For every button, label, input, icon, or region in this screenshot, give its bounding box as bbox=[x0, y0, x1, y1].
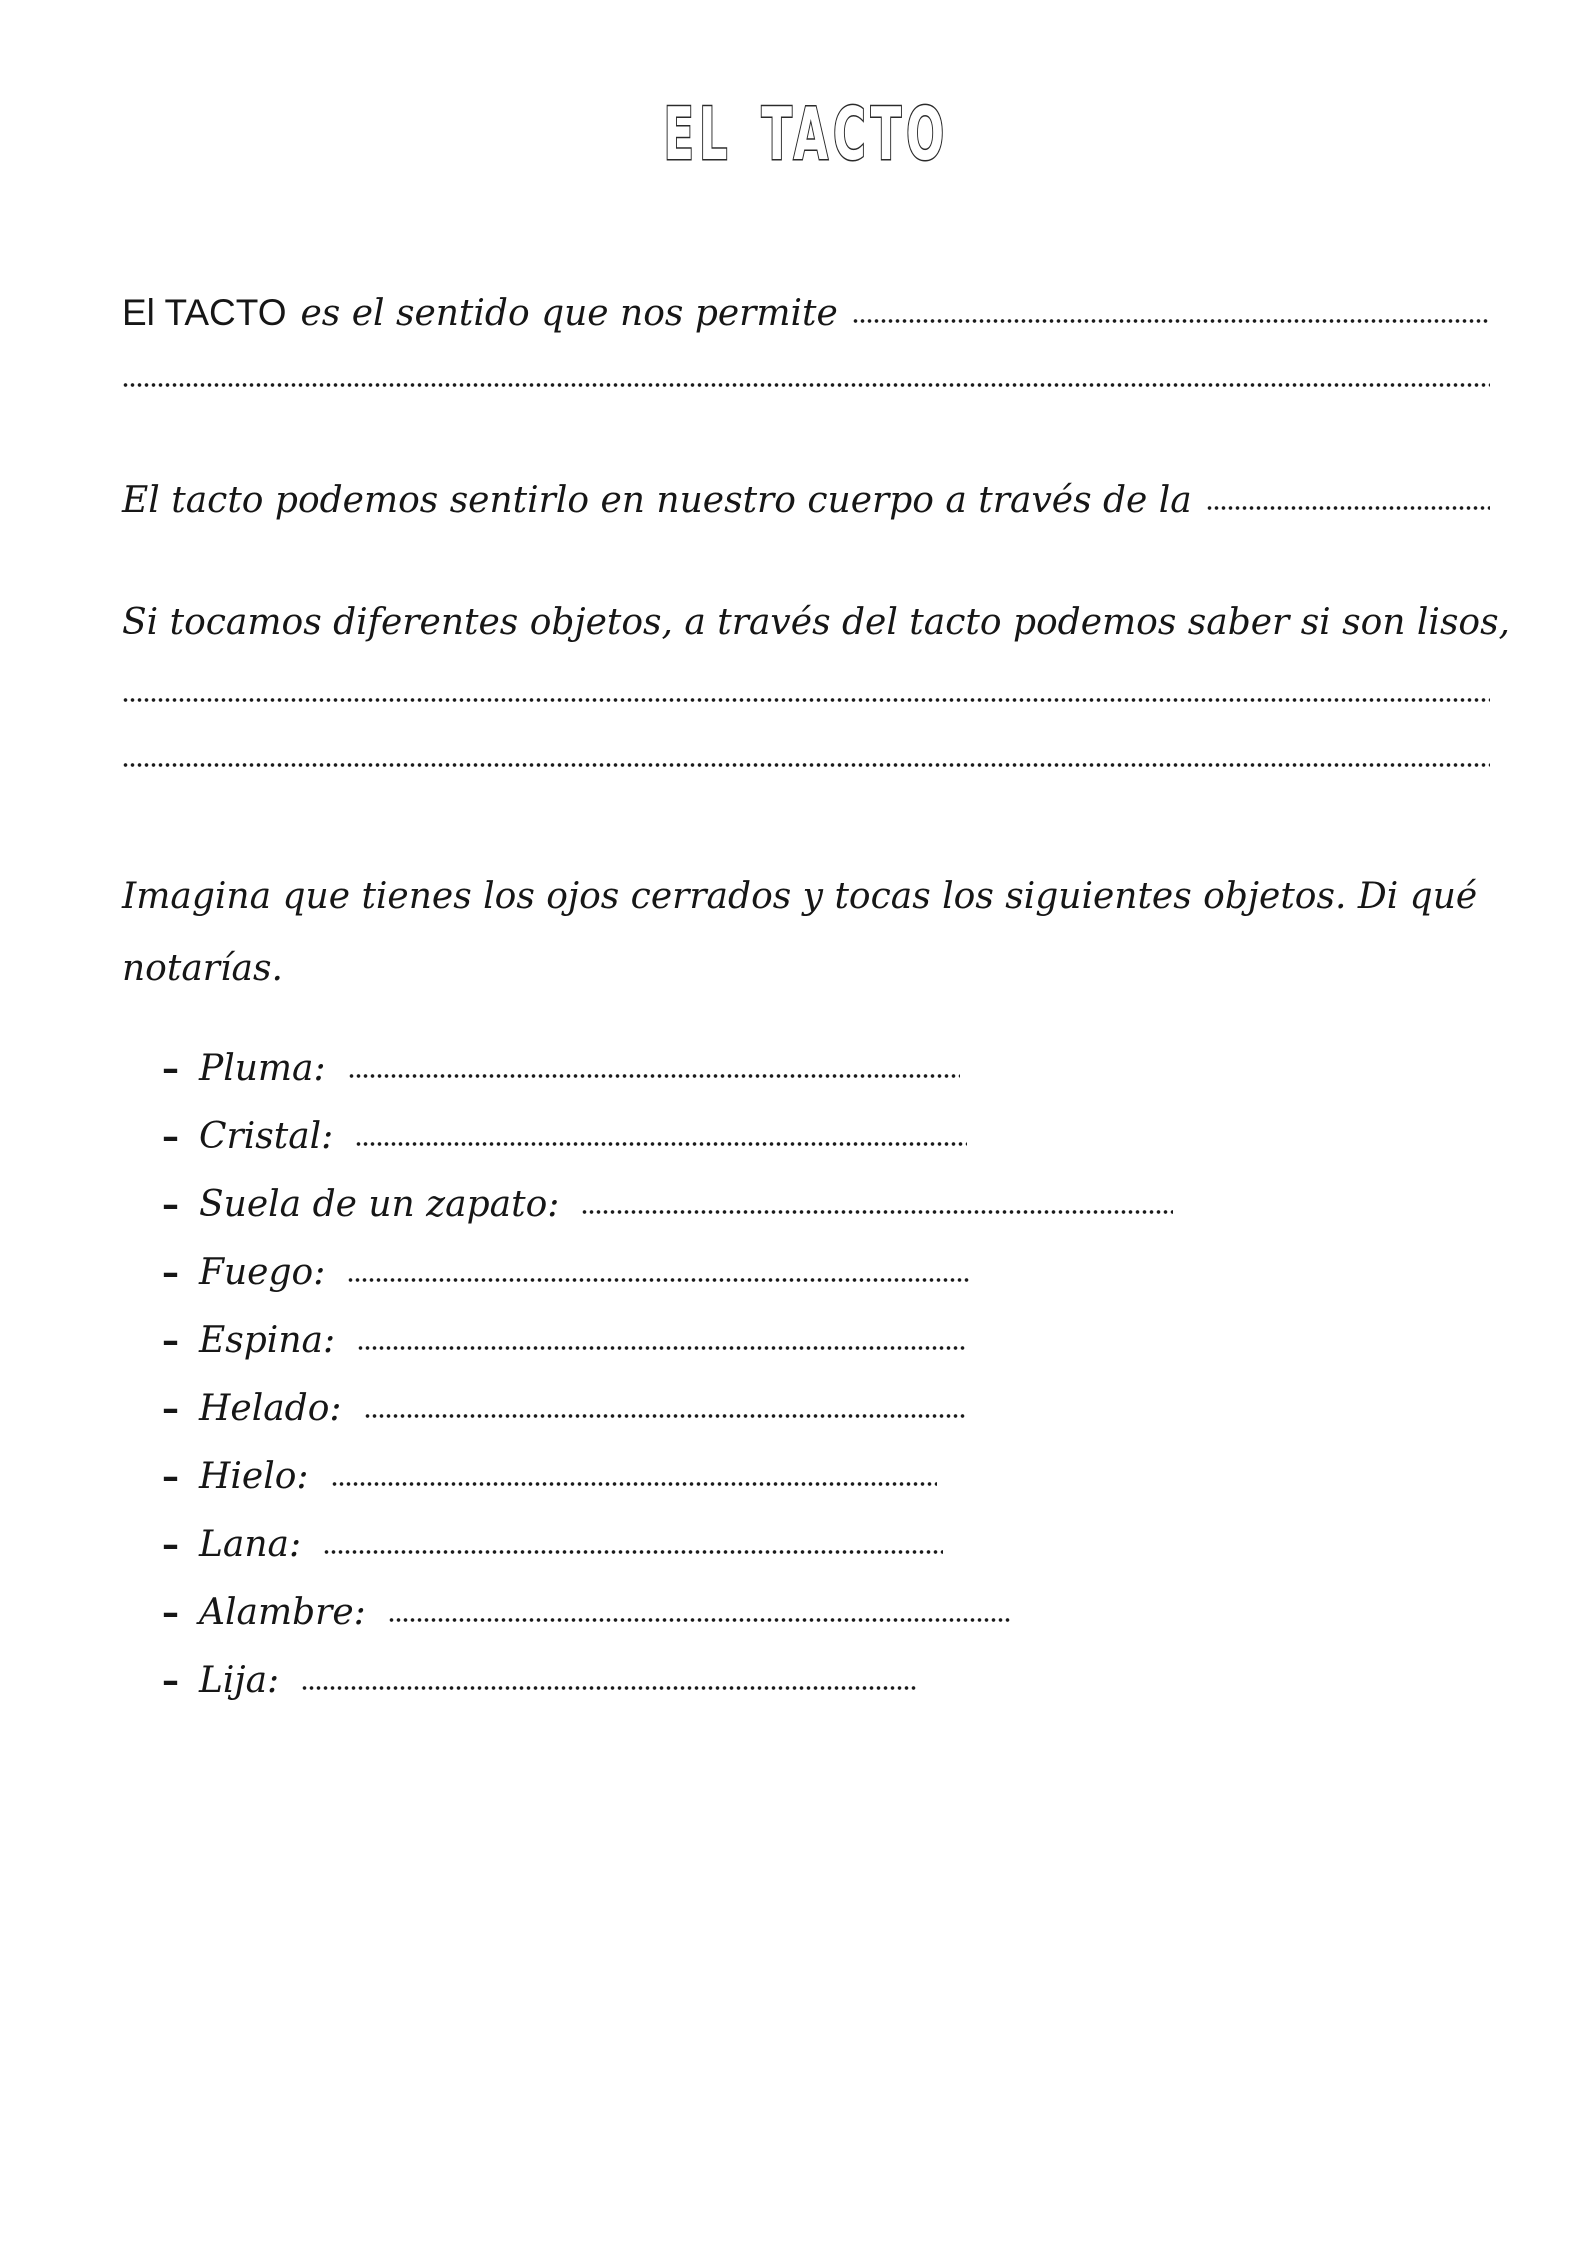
list-item-fuego bbox=[162, 1250, 1490, 1296]
item-label: Pluma: bbox=[199, 1048, 326, 1089]
paragraph-textures-text: Si tocamos diferentes objetos, a través del tacto podemos saber si son lisos, bbox=[122, 602, 1511, 643]
bullet-dash: – bbox=[162, 1593, 179, 1633]
page-title-text: EL TACTO bbox=[663, 92, 949, 176]
paragraph-definition-text: es el sentido que nos permite bbox=[300, 293, 838, 334]
paragraph-definition-lead: El TACTO bbox=[122, 292, 287, 333]
paragraph-body-part-text: El tacto podemos sentirlo en nuestro cuerpo a través de la bbox=[122, 480, 1192, 521]
list-item-helado bbox=[162, 1386, 1490, 1432]
answer-blank-fuego bbox=[347, 1276, 971, 1284]
item-label: Lana: bbox=[199, 1524, 302, 1565]
answer-blank-pluma bbox=[348, 1072, 960, 1080]
bullet-dash: – bbox=[162, 1389, 179, 1429]
bullet-dash: – bbox=[162, 1321, 179, 1361]
item-label: Cristal: bbox=[199, 1116, 334, 1157]
bullet-dash: – bbox=[162, 1253, 179, 1293]
answer-blank-lija bbox=[301, 1684, 917, 1692]
answer-blank-textures-line1 bbox=[122, 696, 1490, 704]
paragraph-instructions-line2: notarías. bbox=[122, 948, 283, 989]
bullet-dash: – bbox=[162, 1185, 179, 1225]
list-item-espina bbox=[162, 1318, 1490, 1364]
paragraph-instructions bbox=[122, 861, 1490, 1005]
paragraph-definition bbox=[122, 290, 1490, 337]
item-label: Helado: bbox=[199, 1388, 342, 1429]
bullet-dash: – bbox=[162, 1457, 179, 1497]
bullet-dash: – bbox=[162, 1661, 179, 1701]
item-label: Suela de un zapato: bbox=[199, 1184, 560, 1225]
answer-blank-definition-line2 bbox=[122, 381, 1490, 389]
list-item-suela bbox=[162, 1182, 1490, 1228]
bullet-dash: – bbox=[162, 1525, 179, 1565]
list-item-lana bbox=[162, 1522, 1490, 1568]
list-item-cristal bbox=[162, 1114, 1490, 1160]
bullet-dash: – bbox=[162, 1049, 179, 1089]
answer-blank-textures-line2 bbox=[122, 761, 1490, 769]
answer-blank-hielo bbox=[331, 1480, 937, 1488]
item-label: Lija: bbox=[199, 1660, 280, 1701]
answer-blank-helado bbox=[364, 1412, 966, 1420]
list-item-pluma bbox=[162, 1046, 1490, 1092]
item-label: Alambre: bbox=[199, 1592, 366, 1633]
list-item-lija bbox=[162, 1658, 1490, 1704]
list-item-hielo bbox=[162, 1454, 1490, 1500]
answer-blank-espina bbox=[357, 1344, 967, 1352]
objects-list bbox=[122, 1046, 1490, 1704]
paragraph-textures bbox=[122, 600, 1511, 646]
bullet-dash: – bbox=[162, 1117, 179, 1157]
answer-blank-body-part bbox=[1206, 504, 1490, 512]
list-item-alambre bbox=[162, 1590, 1490, 1636]
answer-blank-suela bbox=[581, 1208, 1173, 1216]
page-title bbox=[122, 92, 1490, 176]
paragraph-instructions-line1: Imagina que tienes los ojos cerrados y tocas los siguientes objetos. Di qué bbox=[122, 876, 1478, 917]
answer-blank-lana bbox=[323, 1548, 943, 1556]
answer-blank-alambre bbox=[388, 1616, 1010, 1624]
item-label: Fuego: bbox=[199, 1252, 326, 1293]
item-label: Hielo: bbox=[199, 1456, 309, 1497]
answer-blank-definition bbox=[852, 317, 1490, 325]
answer-blank-cristal bbox=[355, 1140, 967, 1148]
paragraph-body-part bbox=[122, 478, 1490, 524]
item-label: Espina: bbox=[199, 1320, 336, 1361]
